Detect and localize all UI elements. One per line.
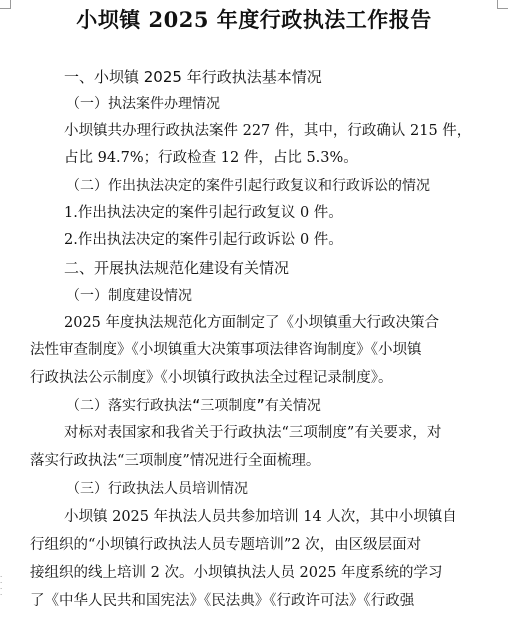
document-title: 小坝镇 2025 年度行政执法工作报告: [76, 7, 432, 32]
margin-marker: · · · ·: [0, 573, 3, 599]
list-item: 1.作出执法决定的案件引起行政复议 0 件。: [64, 205, 343, 221]
paragraph-line: 落实行政执法“三项制度”情况进行全面梳理。: [30, 453, 321, 469]
section-heading-1: 一、小坝镇 2025 年行政执法基本情况: [64, 68, 322, 86]
paragraph-line: 行组织的“小坝镇行政执法人员专题培训”2 次，由区级层面对: [30, 537, 422, 553]
paragraph-line: 小坝镇共办理行政执法案件 227 件，其中，行政确认 215 件，: [64, 123, 472, 139]
paragraph-line: 占比 94.7%；行政检查 12 件，占比 5.3%。: [64, 150, 358, 166]
paragraph-line: 了《中华人民共和国宪法》《民法典》《行政许可法》《行政强: [30, 593, 415, 609]
subsection-heading-2-1: （一）制度建设情况: [66, 288, 192, 304]
subsection-heading-2-3: （三）行政执法人员培训情况: [66, 481, 248, 497]
paragraph-line: 2025 年度执法规范化方面制定了《小坝镇重大行政决策合: [64, 315, 440, 331]
paragraph-line: 小坝镇 2025 年执法人员共参加培训 14 人次，其中小坝镇自: [64, 509, 457, 525]
paragraph-line: 法性审查制度》《小坝镇重大决策事项法律咨询制度》《小坝镇: [30, 342, 422, 358]
subsection-heading-1-2: （二）作出执法决定的案件引起行政复议和行政诉讼的情况: [66, 178, 430, 194]
section-heading-2: 二、开展执法规范化建设有关情况: [64, 259, 290, 277]
paragraph-line: 接组织的线上培训 2 次。小坝镇执法人员 2025 年度系统的学习: [30, 565, 443, 581]
list-item: 2.作出执法决定的案件引起行政诉讼 0 件。: [64, 232, 343, 248]
subsection-heading-2-2: （二）落实行政执法“三项制度”有关情况: [66, 398, 321, 414]
paragraph-line: 对标对表国家和我省关于行政执法“三项制度”有关要求，对: [64, 425, 442, 441]
subsection-heading-1-1: （一）执法案件办理情况: [66, 96, 220, 112]
paragraph-line: 行政执法公示制度》《小坝镇行政执法全过程记录制度》。: [30, 370, 393, 386]
